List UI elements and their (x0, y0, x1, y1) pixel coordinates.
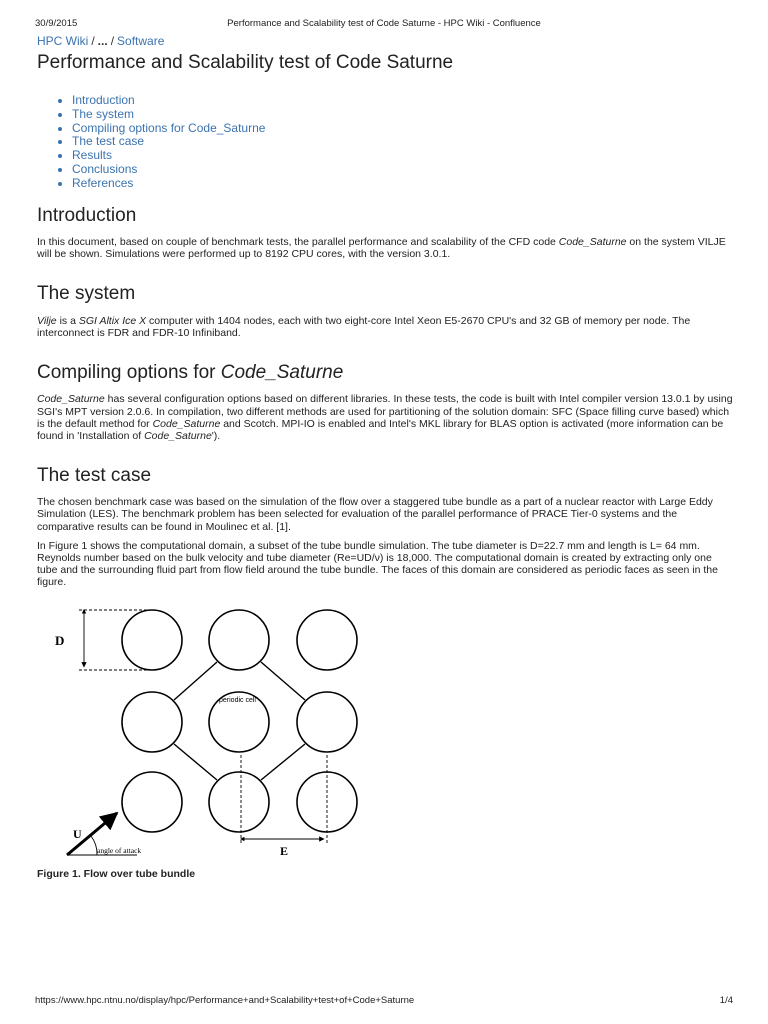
breadcrumb (37, 34, 733, 49)
compiling-paragraph: Code_Saturne has several configuration options based on different libraries. In these tests, the code is built with Intel compiler version 13.0.1 by using SGI's MPT version 2.0.6. In compilation, two different methods are used for partitioning of the solution domain: SFC (Space filling curve based) which is the default method for Code_Saturne and Scotch. MPI-IO is enabled and Intel's MKL library for BLAS option is activated (more information can be found in 'Installation of Code_Saturne'). (37, 393, 733, 442)
toc-link-compiling-options[interactable]: Compiling options for Code_Saturne (72, 120, 266, 135)
page-content (37, 34, 733, 880)
print-footer (35, 995, 733, 1009)
print-title: Performance and Scalability test of Code Saturne - HPC Wiki - Confluence (227, 18, 541, 29)
page-number: 1/4 (719, 995, 733, 1006)
label-u: U (73, 826, 82, 841)
print-date: 30/9/2015 (35, 18, 78, 29)
heading-introduction: Introduction (37, 204, 137, 226)
figure-tube-bundle (37, 605, 417, 865)
tube-circle (122, 772, 182, 832)
heading-test-case: The test case (37, 465, 152, 487)
breadcrumb-separator: / (110, 34, 115, 48)
breadcrumb-ellipsis[interactable]: ... (97, 34, 108, 48)
table-of-contents (37, 94, 733, 191)
toc-item (72, 163, 733, 177)
tube-bundle-diagram (37, 605, 417, 867)
toc-item (72, 94, 733, 108)
page-title: Performance and Scalability test of Code Saturne (37, 52, 454, 73)
toc-link-conclusions[interactable]: Conclusions (72, 161, 138, 176)
toc-item (72, 122, 733, 136)
test-case-paragraph-2: In Figure 1 shows the computational domain, a subset of the tube bundle simulation. The tube diameter is D=22.7 mm and length is L= 64 mm. Reynolds number based on the bulk velocity and tube diameter (Re=UD/ν) is 18,000. The computational domain is created by extracting only one tube and the surrounding fluid part from flow field around the tube bundle. The faces of this domain are considered as periodic faces as seen in the figure. (37, 539, 718, 589)
toc-item (72, 177, 733, 191)
breadcrumb-software[interactable]: Software (117, 34, 165, 48)
tube-circle (209, 772, 269, 832)
tube-circle (209, 610, 269, 670)
tube-circle (297, 610, 357, 670)
heading-the-system: The system (37, 282, 136, 304)
heading-compiling-options: Compiling options for Code_Saturne (37, 362, 344, 384)
test-case-paragraph-1: The chosen benchmark case was based on the simulation of the flow over a staggered tube bundle as a part of a nuclear reactor with Large Eddy Simulation (LES). The benchmark problem has been selected for evaluation of the parallel performance of PRACE Tier-0 systems and the comparative results can be found in Moulinec et al. [1]. (37, 496, 713, 533)
toc-item (72, 135, 733, 149)
breadcrumb-hpc-wiki[interactable]: HPC Wiki (37, 34, 89, 48)
toc-link-the-system[interactable]: The system (72, 106, 135, 121)
breadcrumb-separator: / (91, 34, 95, 48)
label-periodic-cell: periodic cell (219, 696, 256, 704)
system-paragraph: Vilje is a SGI Altix Ice X computer with 1404 nodes, each with two eight-core Intel Xeon E5-2670 CPU's and 32 GB of memory per node. The interconnect is FDR and FDR-10 Infiniband. (37, 314, 691, 340)
introduction-paragraph: In this document, based on couple of benchmark tests, the parallel performance and scalability of the CFD code Code_Saturne on the system VILJE will be shown. Simulations were performed up to 8192 CPU cores, with the version 3.0.1. (37, 235, 726, 260)
print-url: https://www.hpc.ntnu.no/display/hpc/Performance+and+Scalability+test+of+Code+Saturne (35, 995, 415, 1006)
label-angle-of-attack: angle of attack (97, 845, 142, 855)
figure-caption: Figure 1. Flow over tube bundle (37, 867, 196, 880)
label-d: D (55, 632, 65, 648)
toc-item (72, 149, 733, 163)
periodic-cell-outline (174, 662, 305, 780)
toc-link-references[interactable]: References (72, 175, 134, 190)
toc-link-introduction[interactable]: Introduction (72, 93, 135, 107)
tube-circle (122, 692, 182, 752)
toc-link-test-case[interactable]: The test case (72, 134, 145, 149)
print-header (35, 18, 733, 32)
tube-circle (122, 610, 182, 670)
tube-circle (297, 692, 357, 752)
toc-link-results[interactable]: Results (72, 148, 113, 163)
toc-item (72, 108, 733, 122)
label-e: E (280, 843, 289, 858)
